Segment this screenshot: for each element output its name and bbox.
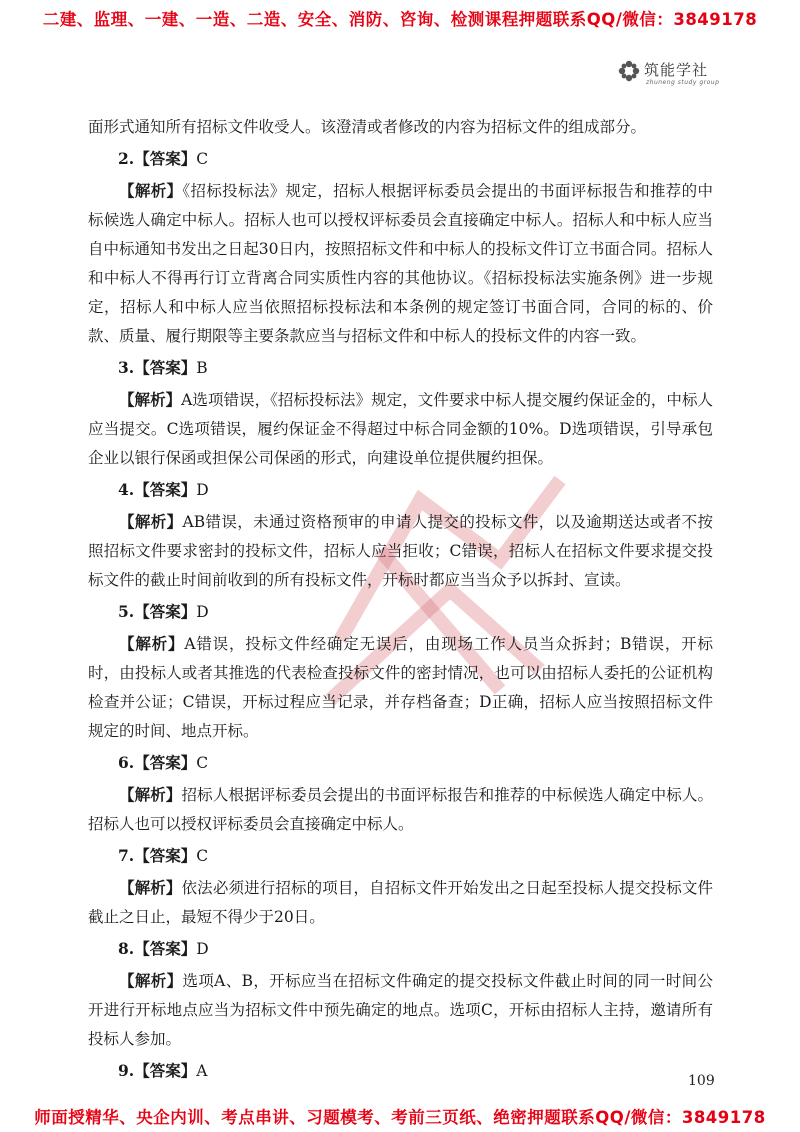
explanation-paragraph — [88, 780, 713, 839]
publisher-logo — [617, 57, 727, 93]
answer-tag: 【答案】 — [134, 939, 197, 958]
explanation-tag: 【解析】 — [119, 971, 183, 990]
answer-value: C — [196, 847, 209, 865]
answer-line — [88, 353, 713, 383]
answer-value: A — [196, 1062, 208, 1080]
explanation-tag: 【解析】 — [119, 181, 183, 200]
question-number: 4. — [118, 480, 135, 499]
footer-banner: 师面授精华、央企内训、考点串讲、习题模考、考前三页纸、绝密押题联系QQ/微信：3849178 — [34, 1108, 766, 1127]
answer-line — [88, 934, 713, 964]
answer-line — [88, 144, 713, 174]
explanation-text: 招标人根据评标委员会提出的书面评标报告和推荐的中标候选人确定中标人。招标人也可以授权评标委员会直接确定中标人。 — [88, 786, 713, 833]
answer-tag: 【答案】 — [134, 846, 197, 865]
explanation-tag: 【解析】 — [119, 512, 183, 531]
explanation-paragraph — [88, 966, 713, 1054]
question-number: 3. — [118, 358, 135, 377]
answer-value: B — [196, 359, 208, 377]
explanation-tag: 【解析】 — [119, 634, 185, 653]
answer-line — [88, 841, 713, 871]
explanation-tag: 【解析】 — [119, 390, 182, 409]
logo-subtext: zhuneng study group — [646, 79, 720, 86]
explanation-paragraph — [88, 176, 713, 351]
answer-value: D — [196, 481, 209, 499]
explanation-tag: 【解析】 — [119, 785, 182, 804]
answer-tag: 【答案】 — [134, 149, 197, 168]
question-number: 9. — [118, 1061, 135, 1080]
answer-tag: 【答案】 — [134, 602, 197, 621]
explanation-text: AB错误，未通过资格预审的申请人提交的投标文件，以及逾期送达或者不按照招标文件要求密封的投标文件，招标人应当拒收；C错误，招标人在招标文件要求提交投标文件的截止时间前收到的所有投标文件，开标时都应当当众予以拆封、宣读。 — [88, 513, 713, 589]
answer-tag: 【答案】 — [134, 480, 197, 499]
answer-tag: 【答案】 — [134, 753, 197, 772]
page-number: 109 — [688, 1073, 715, 1089]
explanation-paragraph — [88, 629, 713, 746]
answer-line — [88, 597, 713, 627]
logo-text: 筑能学社 — [644, 61, 709, 79]
explanation-paragraph — [88, 873, 713, 932]
question-number: 8. — [118, 939, 135, 958]
question-number: 2. — [118, 149, 135, 168]
answer-tag: 【答案】 — [134, 1061, 197, 1080]
answer-line — [88, 1056, 713, 1086]
document-body — [88, 113, 713, 1088]
answer-tag: 【答案】 — [134, 358, 197, 377]
answer-value: D — [196, 603, 209, 621]
explanation-tag: 【解析】 — [119, 878, 182, 897]
answer-value: D — [196, 940, 209, 958]
explanation-text: A选项错误，《招标投标法》规定，文件要求中标人提交履约保证金的，中标人应当提交。C选项错误，履约保证金不得超过中标合同金额的10%。D选项错误，引导承包企业以银行保函或担保公司保函的形式，向建设单位提供履约担保。 — [88, 391, 713, 467]
explanation-paragraph — [88, 507, 713, 595]
explanation-paragraph — [88, 385, 713, 473]
continued-paragraph: 面形式通知所有招标文件收受人。该澄清或者修改的内容为招标文件的组成部分。 — [88, 118, 647, 136]
question-number: 6. — [118, 753, 135, 772]
explanation-text: 依法必须进行招标的项目，自招标文件开始发出之日起至投标人提交投标文件截止之日止，最短不得少于20日。 — [88, 879, 713, 926]
answer-line — [88, 748, 713, 778]
explanation-text: A错误，投标文件经确定无误后，由现场工作人员当众拆封；B错误，开标时，由投标人或者其推选的代表检查投标文件的密封情况，也可以由招标人委托的公证机构检查并公证；C错误，开标过程应当记录，并存档备查；D正确，招标人应当按照招标文件规定的时间、地点开标。 — [88, 635, 713, 740]
answer-value: C — [196, 150, 209, 168]
answer-line — [88, 475, 713, 505]
flower-logo-icon — [617, 59, 641, 83]
question-number: 5. — [118, 602, 135, 621]
explanation-text: 选项A、B，开标应当在招标文件确定的提交投标文件截止时间的同一时间公开进行开标地点应当为招标文件中预先确定的地点。选项C，开标由招标人主持，邀请所有投标人参加。 — [88, 972, 713, 1048]
question-number: 7. — [118, 846, 135, 865]
answer-value: C — [196, 754, 209, 772]
header-banner: 二建、监理、一建、一造、二造、安全、消防、咨询、检测课程押题联系QQ/微信：3849178 — [42, 10, 758, 29]
explanation-text: 《招标投标法》规定，招标人根据评标委员会提出的书面评标报告和推荐的中标候选人确定中标人。招标人也可以授权评标委员会直接确定中标人。招标人和中标人应当自中标通知书发出之日起30日内，按照招标文件和中标人的投标文件订立书面合同。招标人和中标人不得再行订立背离合同实质性内容的其他协议。《招标投标法实施条例》进一步规定，招标人和中标人应当依照招标投标法和本条例的规定签订书面合同，合同的标的、价款、质量、履行期限等主要条款应当与招标文件和中标人的投标文件的内容一致。 — [88, 182, 713, 345]
